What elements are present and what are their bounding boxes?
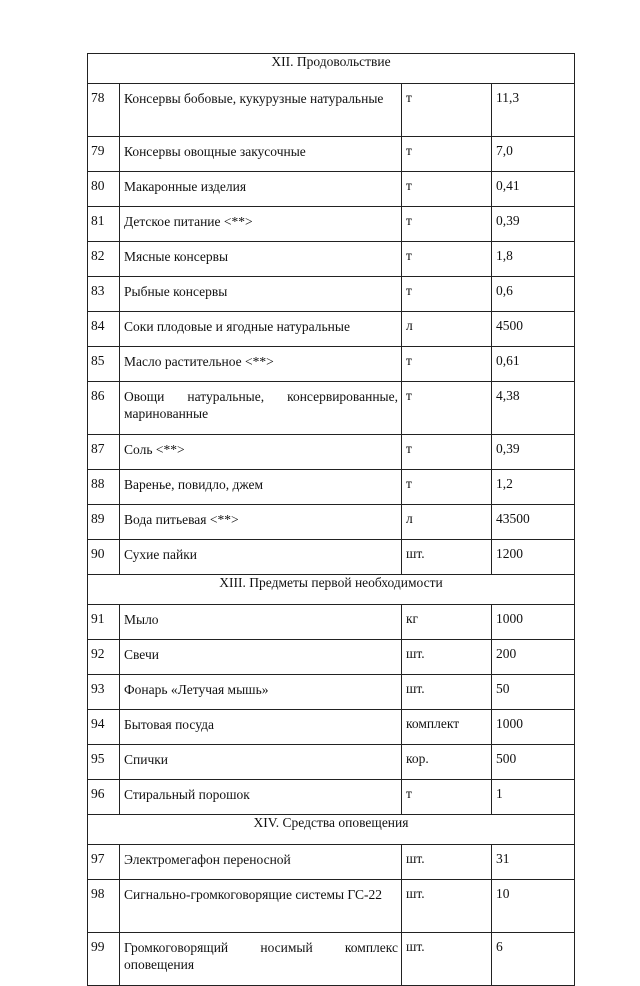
unit-of-measure: т	[402, 780, 492, 815]
unit-of-measure: т	[402, 137, 492, 172]
table-row	[88, 470, 575, 505]
quantity: 200	[492, 640, 575, 675]
item-name: Рыбные консервы	[120, 277, 402, 312]
row-number: 88	[88, 470, 120, 505]
quantity: 0,39	[492, 435, 575, 470]
quantity: 31	[492, 845, 575, 880]
unit-of-measure: шт.	[402, 880, 492, 933]
quantity: 6	[492, 933, 575, 986]
row-number: 82	[88, 242, 120, 277]
quantity: 1,8	[492, 242, 575, 277]
table-row	[88, 84, 575, 137]
row-number: 99	[88, 933, 120, 986]
row-number: 84	[88, 312, 120, 347]
section-header-row	[88, 575, 575, 605]
unit-of-measure: л	[402, 505, 492, 540]
table-row	[88, 505, 575, 540]
unit-of-measure: комплект	[402, 710, 492, 745]
item-name: Спички	[120, 745, 402, 780]
row-number: 97	[88, 845, 120, 880]
quantity: 0,61	[492, 347, 575, 382]
row-number: 98	[88, 880, 120, 933]
unit-of-measure: шт.	[402, 640, 492, 675]
table-row	[88, 710, 575, 745]
item-name: Свечи	[120, 640, 402, 675]
quantity: 1	[492, 780, 575, 815]
item-name: Мыло	[120, 605, 402, 640]
unit-of-measure: т	[402, 382, 492, 435]
row-number: 81	[88, 207, 120, 242]
quantity: 11,3	[492, 84, 575, 137]
unit-of-measure: шт.	[402, 845, 492, 880]
item-name: Масло растительное <**>	[120, 347, 402, 382]
table-row	[88, 880, 575, 933]
item-name: Детское питание <**>	[120, 207, 402, 242]
quantity: 0,39	[492, 207, 575, 242]
unit-of-measure: кг	[402, 605, 492, 640]
unit-of-measure: кор.	[402, 745, 492, 780]
table-row	[88, 312, 575, 347]
section-header-row	[88, 815, 575, 845]
item-name: Соль <**>	[120, 435, 402, 470]
row-number: 85	[88, 347, 120, 382]
row-number: 89	[88, 505, 120, 540]
quantity: 4,38	[492, 382, 575, 435]
row-number: 86	[88, 382, 120, 435]
table-row	[88, 933, 575, 986]
unit-of-measure: т	[402, 470, 492, 505]
unit-of-measure: т	[402, 172, 492, 207]
quantity: 43500	[492, 505, 575, 540]
table-row	[88, 540, 575, 575]
table-row	[88, 277, 575, 312]
item-name: Стиральный порошок	[120, 780, 402, 815]
row-number: 95	[88, 745, 120, 780]
section-title: XII. Продовольствие	[88, 54, 575, 84]
section-title: XIII. Предметы первой необходимости	[88, 575, 575, 605]
unit-of-measure: т	[402, 84, 492, 137]
section-header-row	[88, 54, 575, 84]
item-name: Макаронные изделия	[120, 172, 402, 207]
row-number: 90	[88, 540, 120, 575]
item-name: Консервы овощные закусочные	[120, 137, 402, 172]
item-name: Бытовая посуда	[120, 710, 402, 745]
row-number: 78	[88, 84, 120, 137]
row-number: 92	[88, 640, 120, 675]
item-name: Фонарь «Летучая мышь»	[120, 675, 402, 710]
row-number: 93	[88, 675, 120, 710]
table-row	[88, 347, 575, 382]
item-name: Варенье, повидло, джем	[120, 470, 402, 505]
quantity: 0,6	[492, 277, 575, 312]
item-name: Вода питьевая <**>	[120, 505, 402, 540]
quantity: 7,0	[492, 137, 575, 172]
quantity: 50	[492, 675, 575, 710]
unit-of-measure: шт.	[402, 675, 492, 710]
quantity: 1200	[492, 540, 575, 575]
table-row	[88, 605, 575, 640]
item-name: Мясные консервы	[120, 242, 402, 277]
unit-of-measure: т	[402, 277, 492, 312]
item-name: Соки плодовые и ягодные натуральные	[120, 312, 402, 347]
item-name: Электромегафон переносной	[120, 845, 402, 880]
row-number: 83	[88, 277, 120, 312]
unit-of-measure: шт.	[402, 933, 492, 986]
unit-of-measure: шт.	[402, 540, 492, 575]
table-row	[88, 435, 575, 470]
table-row	[88, 172, 575, 207]
item-name: Громкоговорящий носимый комплекс оповещения	[120, 933, 402, 986]
table-row	[88, 675, 575, 710]
table-row	[88, 780, 575, 815]
row-number: 87	[88, 435, 120, 470]
quantity: 0,41	[492, 172, 575, 207]
item-name: Консервы бобовые, кукурузные натуральные	[120, 84, 402, 137]
supplies-table	[87, 53, 575, 986]
table-row	[88, 137, 575, 172]
quantity: 4500	[492, 312, 575, 347]
table-row	[88, 242, 575, 277]
section-title: XIV. Средства оповещения	[88, 815, 575, 845]
supplies-table-body	[88, 54, 575, 986]
quantity: 500	[492, 745, 575, 780]
row-number: 79	[88, 137, 120, 172]
table-row	[88, 640, 575, 675]
table-row	[88, 382, 575, 435]
unit-of-measure: т	[402, 242, 492, 277]
row-number: 96	[88, 780, 120, 815]
table-row	[88, 845, 575, 880]
quantity: 1000	[492, 710, 575, 745]
item-name: Сигнально-громкоговорящие системы ГС-22	[120, 880, 402, 933]
item-name: Овощи натуральные, консервированные, маринованные	[120, 382, 402, 435]
item-name: Сухие пайки	[120, 540, 402, 575]
table-row	[88, 745, 575, 780]
unit-of-measure: л	[402, 312, 492, 347]
quantity: 1000	[492, 605, 575, 640]
table-row	[88, 207, 575, 242]
row-number: 94	[88, 710, 120, 745]
unit-of-measure: т	[402, 207, 492, 242]
unit-of-measure: т	[402, 347, 492, 382]
row-number: 91	[88, 605, 120, 640]
row-number: 80	[88, 172, 120, 207]
quantity: 10	[492, 880, 575, 933]
unit-of-measure: т	[402, 435, 492, 470]
quantity: 1,2	[492, 470, 575, 505]
